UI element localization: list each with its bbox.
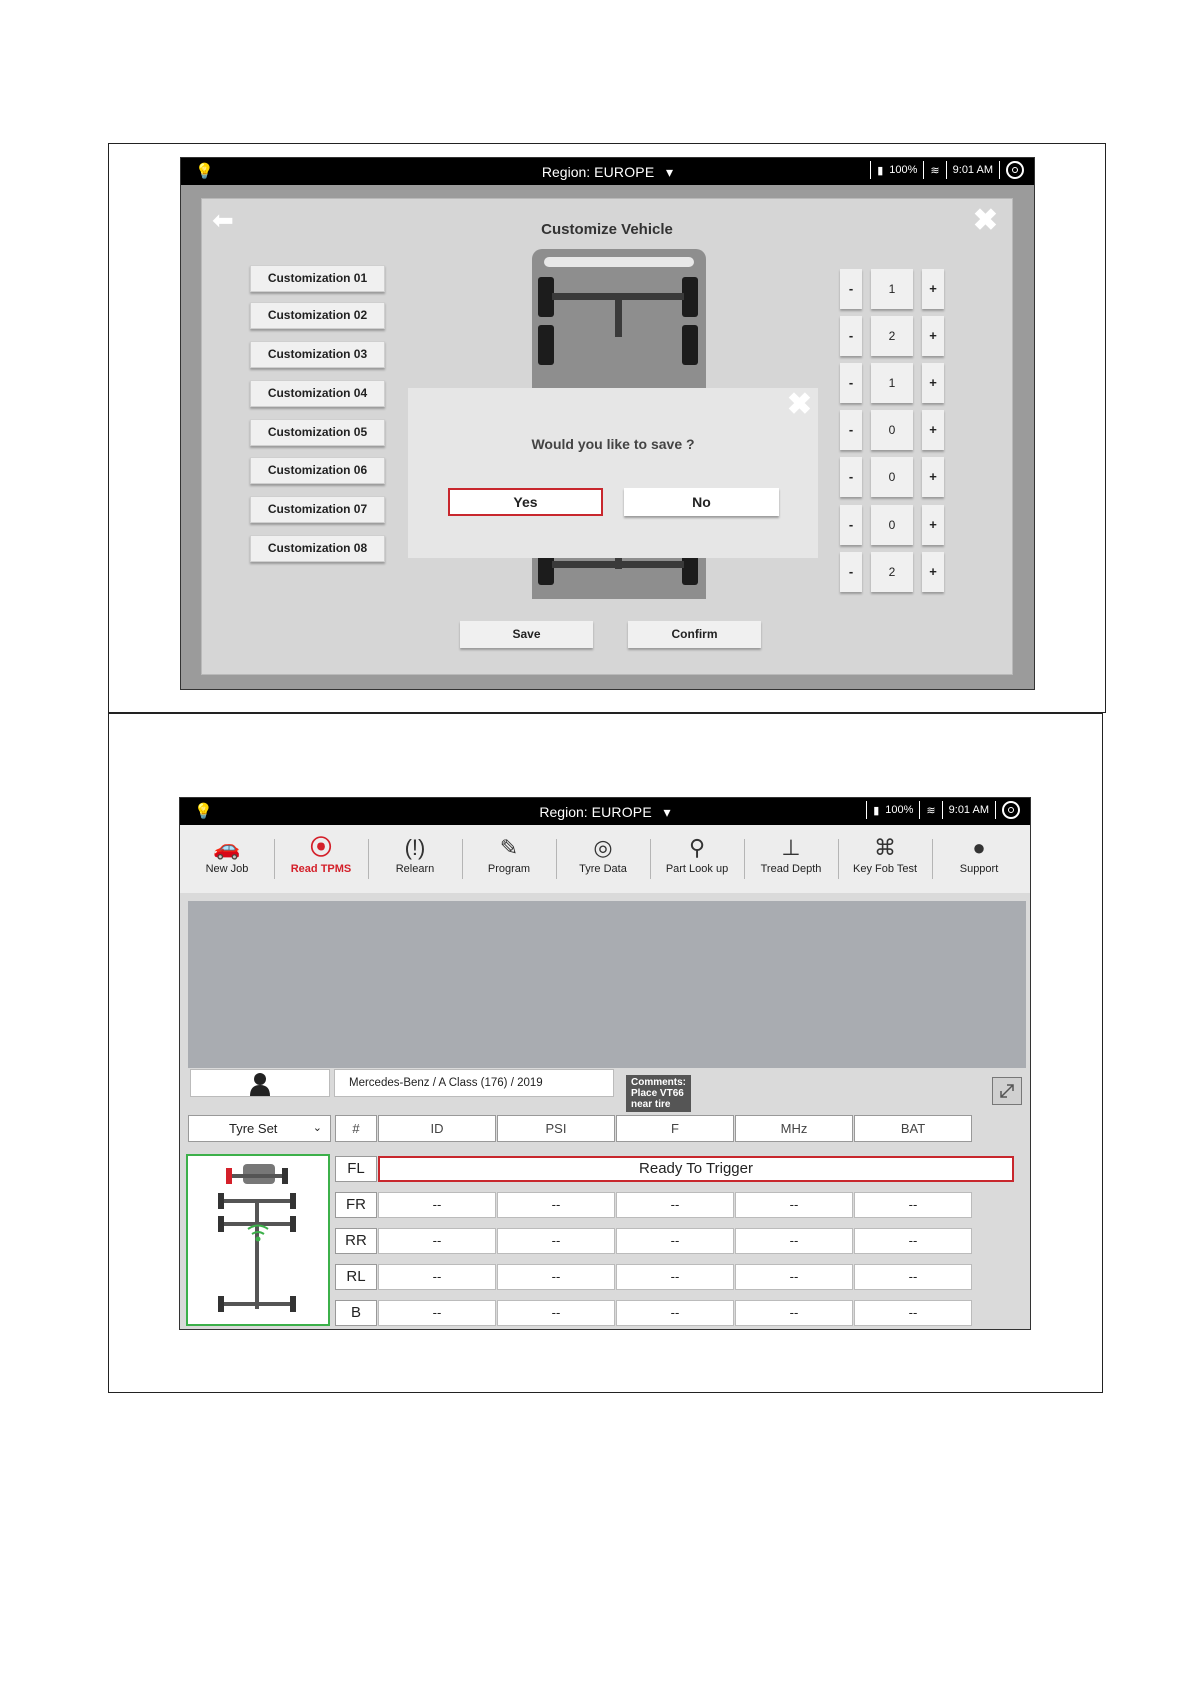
vehicle-description: Mercedes-Benz / A Class (176) / 2019 — [334, 1069, 614, 1097]
increment-button[interactable]: + — [922, 269, 944, 309]
tyre-set-dropdown[interactable]: Tyre Set ⌄ — [188, 1115, 331, 1142]
stepper-axle-3 — [840, 363, 950, 403]
increment-button[interactable]: + — [922, 552, 944, 592]
wheel-icon — [682, 325, 698, 365]
table-cell: -- — [735, 1192, 853, 1218]
stepper-axle-7 — [840, 552, 950, 592]
decrement-button[interactable]: - — [840, 457, 862, 497]
main-navigation — [180, 825, 1030, 893]
dialog-message: Would you like to save ? — [531, 436, 695, 452]
table-cell: -- — [378, 1300, 496, 1326]
status-bar — [181, 158, 1034, 185]
chevron-down-icon: ⌄ — [312, 1122, 322, 1134]
no-button[interactable]: No — [624, 488, 779, 516]
table-cell: -- — [616, 1264, 734, 1290]
table-cell: -- — [735, 1264, 853, 1290]
close-icon[interactable]: ✖ — [786, 388, 812, 421]
table-cell: -- — [854, 1300, 972, 1326]
increment-button[interactable]: + — [922, 505, 944, 545]
caret-down-icon: ▾ — [658, 164, 674, 180]
customize-vehicle-screen — [180, 157, 1035, 690]
flashlight-icon[interactable]: 💡 — [194, 803, 213, 820]
increment-button[interactable]: + — [922, 363, 944, 403]
support-agent-icon: ● — [972, 835, 986, 860]
decrement-button[interactable]: - — [840, 552, 862, 592]
row-position-fl[interactable]: FL — [335, 1156, 377, 1182]
save-dialog — [408, 388, 818, 558]
decrement-button[interactable]: - — [840, 269, 862, 309]
table-cell: -- — [735, 1300, 853, 1326]
wheel-icon — [682, 277, 698, 317]
clock: 9:01 AM — [948, 804, 989, 816]
row-position-fr[interactable]: FR — [335, 1192, 377, 1218]
tread-depth-icon: ⊥ — [781, 835, 801, 860]
stepper-value: 2 — [871, 552, 913, 592]
customization-button-03[interactable]: Customization 03 — [250, 341, 385, 368]
comments-badge: Comments: Place VT66 near tire — [626, 1075, 691, 1112]
programming-tool-icon: ✎ — [499, 835, 519, 860]
customer-button[interactable] — [190, 1069, 330, 1097]
nav-read-tpms[interactable]: ⦿ Read TPMS — [274, 825, 368, 893]
table-cell: -- — [497, 1300, 615, 1326]
wifi-icon: ≋ — [930, 164, 940, 177]
stepper-value: 1 — [871, 363, 913, 403]
decrement-button[interactable]: - — [840, 410, 862, 450]
nav-program[interactable]: ✎ Program — [462, 825, 556, 893]
vehicle-image-area — [188, 901, 1026, 1068]
part-search-icon: ⚲ — [688, 835, 706, 860]
table-cell: -- — [378, 1192, 496, 1218]
wheel-icon — [538, 325, 554, 365]
stepper-value: 0 — [871, 505, 913, 545]
nav-relearn[interactable]: (!) Relearn — [368, 825, 462, 893]
stepper-axle-4 — [840, 410, 950, 450]
clock: 9:01 AM — [952, 164, 993, 176]
table-cell: -- — [616, 1300, 734, 1326]
table-cell: -- — [735, 1228, 853, 1254]
table-cell: -- — [616, 1228, 734, 1254]
decrement-button[interactable]: - — [840, 505, 862, 545]
table-cell: -- — [497, 1264, 615, 1290]
car-icon: 🚗 — [213, 835, 241, 860]
column-header-psi: PSI — [497, 1115, 615, 1142]
status-bar — [180, 798, 1030, 825]
stepper-axle-1 — [840, 269, 950, 309]
column-header-mhz: MHz — [735, 1115, 853, 1142]
stepper-axle-2 — [840, 316, 950, 356]
region-value: EUROPE — [594, 164, 655, 180]
customization-button-02[interactable]: Customization 02 — [250, 302, 385, 329]
table-cell: -- — [616, 1192, 734, 1218]
region-value: EUROPE — [591, 804, 652, 820]
nav-tread-depth[interactable]: ⊥ Tread Depth — [744, 825, 838, 893]
stepper-axle-5 — [840, 457, 950, 497]
key-fob-icon: ⌘ — [874, 835, 896, 860]
battery-level: 100% — [889, 164, 918, 176]
battery-icon: ▮ — [873, 804, 880, 817]
settings-gear-icon[interactable] — [1002, 801, 1020, 819]
stepper-axle-6 — [840, 505, 950, 545]
tyre-icon: ◎ — [593, 835, 613, 860]
battery-icon: ▮ — [877, 164, 884, 177]
customization-button-07[interactable]: Customization 07 — [250, 496, 385, 523]
nav-new-job[interactable]: 🚗 New Job — [180, 825, 274, 893]
table-cell: -- — [378, 1264, 496, 1290]
region-selector[interactable]: Region: EUROPE ▾ — [541, 164, 674, 180]
nav-part-look-up[interactable]: ⚲ Part Look up — [650, 825, 744, 893]
tpms-sensor-icon: ⦿ — [309, 835, 332, 860]
customization-button-04[interactable]: Customization 04 — [250, 380, 385, 407]
nav-key-fob-test[interactable]: ⌘ Key Fob Test — [838, 825, 932, 893]
customization-button-05[interactable]: Customization 05 — [250, 419, 385, 446]
settings-gear-icon[interactable] — [1006, 161, 1024, 179]
customization-button-06[interactable]: Customization 06 — [250, 457, 385, 484]
read-tpms-screen — [179, 797, 1031, 1330]
stepper-value: 1 — [871, 269, 913, 309]
person-icon — [250, 1072, 270, 1096]
customization-button-01[interactable]: Customization 01 — [250, 265, 385, 292]
decrement-button[interactable]: - — [840, 363, 862, 403]
table-cell: -- — [854, 1264, 972, 1290]
region-selector[interactable]: Region: EUROPE ▾ — [539, 804, 671, 820]
wheel-layout-icon — [188, 1156, 328, 1324]
stepper-value: 2 — [871, 316, 913, 356]
nav-support[interactable]: ● Support — [932, 825, 1026, 893]
table-cell: -- — [378, 1228, 496, 1254]
table-cell: -- — [497, 1228, 615, 1254]
nav-tyre-data[interactable]: ◎ Tyre Data — [556, 825, 650, 893]
column-header-position: # — [335, 1115, 377, 1142]
flashlight-icon[interactable]: 💡 — [195, 163, 214, 180]
wifi-icon: ≋ — [926, 804, 936, 817]
table-cell: -- — [854, 1228, 972, 1254]
status-indicators — [866, 801, 1020, 819]
stepper-value: 0 — [871, 410, 913, 450]
increment-button[interactable]: + — [922, 457, 944, 497]
customization-button-08[interactable]: Customization 08 — [250, 535, 385, 562]
vehicle-wheel-diagram — [186, 1154, 330, 1326]
ready-to-trigger-status[interactable]: Ready To Trigger — [378, 1156, 1014, 1182]
table-cell: -- — [854, 1192, 972, 1218]
column-header-f: F — [616, 1115, 734, 1142]
yes-button[interactable]: Yes — [448, 488, 603, 516]
panel-title: Customize Vehicle — [541, 221, 673, 238]
status-indicators — [870, 161, 1024, 179]
confirm-button[interactable]: Confirm — [628, 621, 761, 648]
back-arrow-icon[interactable]: ⬅ — [212, 205, 234, 235]
decrement-button[interactable]: - — [840, 316, 862, 356]
stepper-value: 0 — [871, 457, 913, 497]
increment-button[interactable]: + — [922, 410, 944, 450]
close-icon[interactable]: ✖ — [972, 204, 998, 237]
column-header-id: ID — [378, 1115, 496, 1142]
table-cell: -- — [497, 1192, 615, 1218]
increment-button[interactable]: + — [922, 316, 944, 356]
customize-panel — [201, 198, 1013, 675]
row-position-rr[interactable]: RR — [335, 1228, 377, 1254]
caret-down-icon: ▾ — [655, 804, 671, 820]
tpms-warning-icon: (!) — [404, 835, 426, 860]
battery-level: 100% — [885, 804, 914, 816]
row-position-b[interactable]: B — [335, 1300, 377, 1326]
column-header-bat: BAT — [854, 1115, 972, 1142]
save-button[interactable]: Save — [460, 621, 593, 648]
row-position-rl[interactable]: RL — [335, 1264, 377, 1290]
expand-icon[interactable] — [992, 1077, 1022, 1105]
